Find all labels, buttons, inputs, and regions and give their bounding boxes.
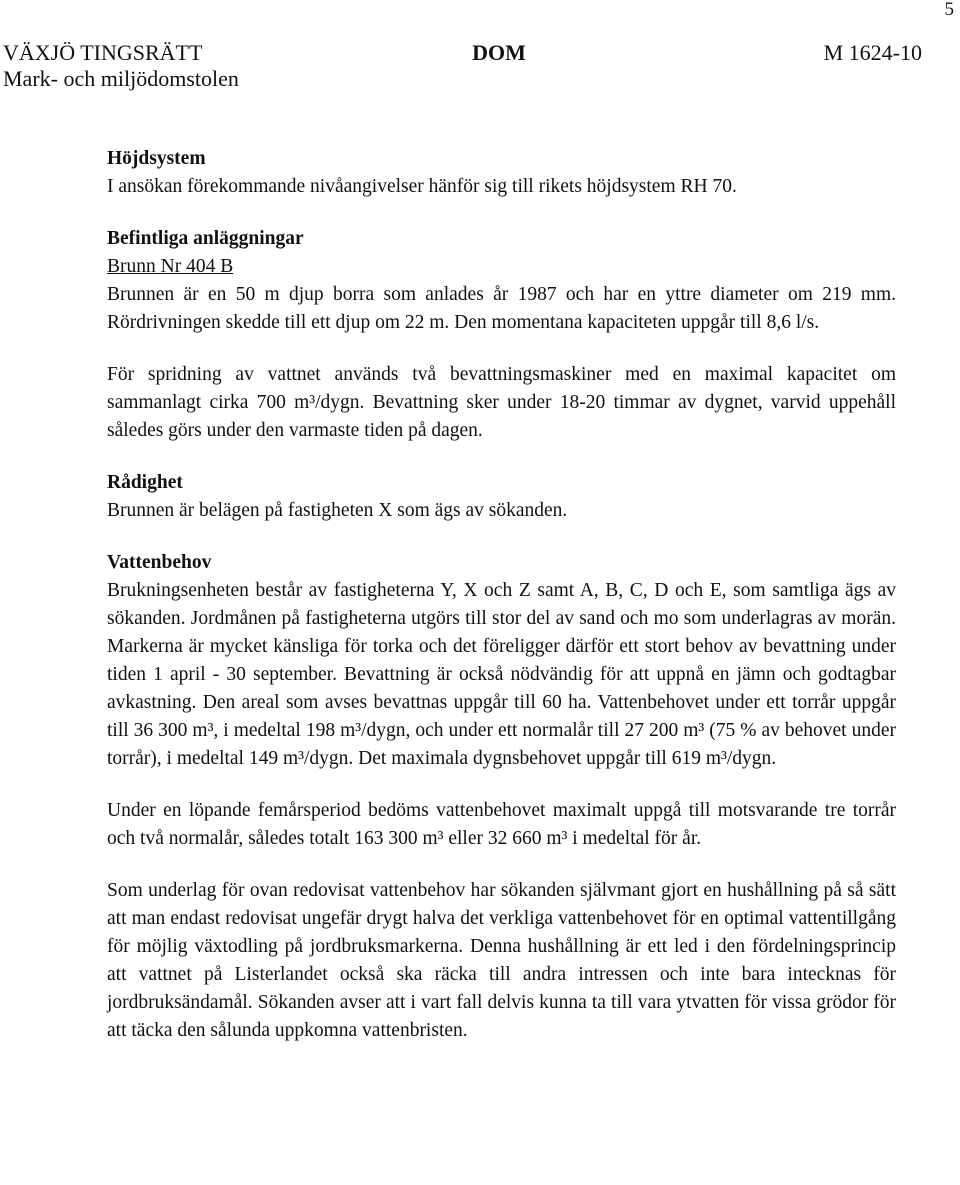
case-number: M 1624-10 xyxy=(823,40,922,65)
section-heading: Vattenbehov xyxy=(107,552,212,573)
paragraph: Brunnen är belägen på fastigheten X som ägs av sökanden. xyxy=(107,500,568,521)
subheading: Brunn Nr 404 B xyxy=(107,256,234,277)
section-heading: Rådighet xyxy=(107,472,183,493)
section-heading: Höjdsystem xyxy=(107,148,206,169)
section-vattenbehov xyxy=(107,549,896,1045)
paragraph: Under en löpande femårsperiod bedöms vattenbehovet maximalt uppgå till motsvarande tre torrår och två normalår, således totalt 163 300 m³ eller 32 660 m³ i medeltal för år. xyxy=(107,800,896,849)
court-name: VÄXJÖ TINGSRÄTT xyxy=(3,40,203,65)
page-number: 5 xyxy=(944,0,954,20)
paragraph: För spridning av vattnet används två bevattningsmaskiner med en maximal kapacitet om sammanlagt cirka 700 m³/dygn. Bevattning sker under 18-20 timmar av dygnet, varvid uppehåll således görs under den varmaste tiden på dagen. xyxy=(107,364,896,441)
paragraph: Brunnen är en 50 m djup borra som anlades år 1987 och har en yttre diameter om 219 mm. Rördrivningen skedde till ett djup om 22 m. Den momentana kapaciteten uppgår till 8,6 l/s. xyxy=(107,284,896,333)
section-befintliga-anlaggningar xyxy=(107,225,896,445)
document-body xyxy=(107,145,896,1069)
paragraph: I ansökan förekommande nivåangivelser hänför sig till rikets höjdsystem RH 70. xyxy=(107,176,737,197)
paragraph: Brukningsenheten består av fastigheterna Y, X och Z samt A, B, C, D och E, som samtliga ägs av sökanden. Jordmånen på fastigheterna utgörs till stor del av sand och mo som underlagras av morän. Markerna är mycket känsliga för torka och det föreligger därför ett stort behov av bevattning under tiden 1 april - 30 september. Bevattning är också nödvändig för att uppnå en jämn och godtagbar avkastning. Den areal som avses bevattnas uppgår till 60 ha. Vattenbehovet under ett torrår uppgår till 36 300 m³, i medeltal 198 m³/dygn, och under ett normalår till 27 200 m³ (75 % av behovet under torrår), i medeltal 149 m³/dygn. Det maximala dygnsbehovet uppgår till 619 m³/dygn. xyxy=(107,580,896,769)
paragraph: Som underlag för ovan redovisat vattenbehov har sökanden självmant gjort en hushållning på så sätt att man endast redovisat ungefär drygt halva det verkliga vattenbehovet för en optimal vattentillgång för möjlig växtodling på jordbruksmarkerna. Denna hushållning är ett led i den fördelningsprincip att vattnet på Listerlandet också ska räcka till andra intressen och inte bara intecknas för jordbruksändamål. Sökanden avser att i vart fall delvis kunna ta till vara ytvatten för vissa grödor för att täcka den sålunda uppkomna vattenbristen. xyxy=(107,880,896,1041)
section-heading: Befintliga anläggningar xyxy=(107,228,304,249)
section-hojdsystem xyxy=(107,145,896,201)
document-type: DOM xyxy=(472,40,526,65)
section-radighet xyxy=(107,469,896,525)
document-header xyxy=(3,40,922,92)
court-division: Mark- och miljödomstolen xyxy=(3,66,239,91)
